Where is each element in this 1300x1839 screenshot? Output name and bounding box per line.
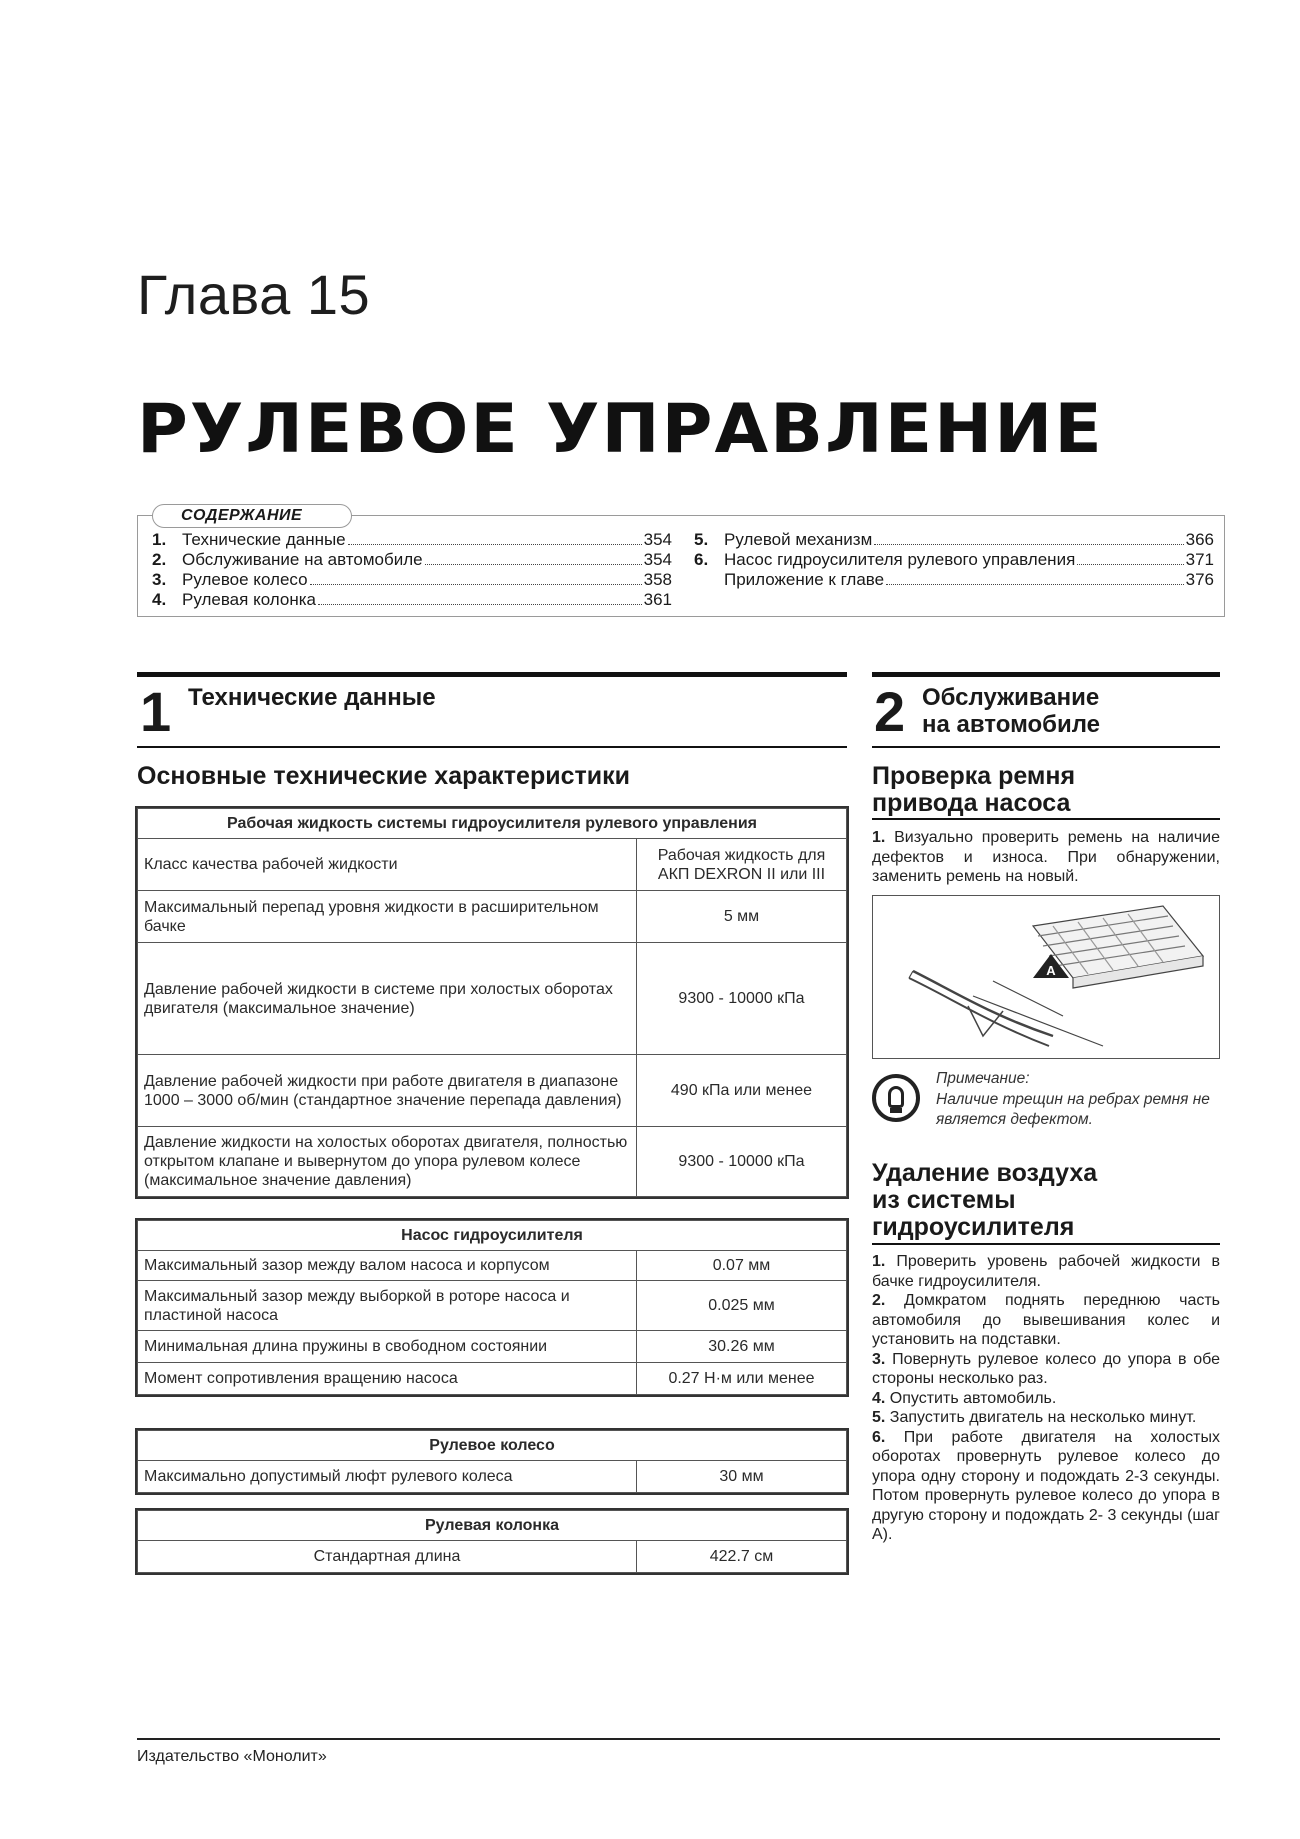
toc-leader <box>1077 564 1183 565</box>
value-cell: 30 мм <box>637 1461 847 1493</box>
toc-item-title: Рулевой механизм <box>724 530 873 549</box>
toc-leader <box>348 544 642 545</box>
value-cell: 9300 - 10000 кПа <box>637 943 847 1055</box>
table-row <box>138 839 847 891</box>
section-2-bottom-rule <box>872 746 1220 748</box>
belt-steps <box>872 828 1220 887</box>
table-row <box>138 1363 847 1395</box>
param-cell: Давление рабочей жидкости при работе двигателя в диапазоне 1000 – 3000 об/мин (стандартное значение перепада давления) <box>138 1055 637 1127</box>
toc-item[interactable] <box>152 550 672 570</box>
param-cell: Давление рабочей жидкости в системе при холостых оборотах двигателя (максимальное значение) <box>138 943 637 1055</box>
belt-heading-rule <box>872 818 1220 820</box>
toc-item-number: 1. <box>152 530 167 549</box>
toc-item-page: 354 <box>643 530 672 549</box>
param-cell: Максимальный зазор между выборкой в роторе насоса и пластиной насоса <box>138 1281 637 1331</box>
toc-item-number: 2. <box>152 550 167 569</box>
toc-item-title: Насос гидроусилителя рулевого управления <box>724 550 1076 569</box>
toc-item-title: Рулевое колесо <box>182 570 308 589</box>
section-1-title: Технические данные <box>188 684 436 711</box>
column-spec-table <box>137 1510 847 1573</box>
note-label: Примечание: <box>936 1070 1030 1087</box>
toc-item-page: 371 <box>1185 550 1214 569</box>
step-number: 3. <box>872 1350 886 1368</box>
toc-item-page: 358 <box>643 570 672 589</box>
table-row <box>138 1331 847 1363</box>
step-number: 2. <box>872 1292 886 1309</box>
toc-item-page: 366 <box>1185 530 1214 549</box>
table-row <box>138 891 847 943</box>
step-number: 1. <box>872 1253 886 1270</box>
toc-item-number: 3. <box>152 570 167 589</box>
step-number: 5. <box>872 1409 886 1426</box>
value-cell: 422.7 см <box>637 1541 847 1573</box>
step-text: Домкратом поднять переднюю часть автомобиля до вывешивания колес и установить на подставки. <box>872 1292 1221 1348</box>
toc-item[interactable] <box>152 530 672 550</box>
toc-item-number: 4. <box>152 590 167 609</box>
specs-subheading: Основные технические характеристики <box>137 762 630 790</box>
toc-right-column <box>694 530 1214 590</box>
param-cell: Максимальный перепад уровня жидкости в расширительном бачке <box>138 891 637 943</box>
toc-item[interactable] <box>152 590 672 610</box>
section-2-title <box>922 684 1100 738</box>
toc-leader <box>425 564 642 565</box>
toc-item-title: Обслуживание на автомобиле <box>182 550 423 569</box>
toc-leader <box>310 584 642 585</box>
bleed-heading-rule <box>872 1243 1220 1245</box>
table-of-contents <box>137 507 1225 617</box>
step-text: Запустить двигатель на несколько минут. <box>889 1409 1197 1426</box>
belt-heading-line1: Проверка ремня <box>872 762 1076 790</box>
value-cell: 0.07 мм <box>637 1251 847 1281</box>
value-cell: Рабочая жидкость для АКП DEXRON II или III <box>637 839 847 891</box>
table-row <box>138 1461 847 1493</box>
toc-item[interactable] <box>694 530 1214 550</box>
publisher-name: Издательство «Монолит» <box>137 1748 327 1765</box>
bleed-heading-line3: гидроусилителя <box>872 1213 1075 1241</box>
figure-marker: A <box>1046 963 1056 978</box>
bleed-heading-line1: Удаление воздуха <box>872 1159 1098 1187</box>
footer-rule <box>137 1738 1220 1740</box>
belt-drawing <box>873 896 1219 1058</box>
wheel-table-header: Рулевое колесо <box>138 1431 847 1461</box>
section-1-number: 1 <box>140 680 172 743</box>
toc-leader <box>886 584 1184 585</box>
toc-item[interactable] <box>694 550 1214 570</box>
table-row <box>138 1055 847 1127</box>
toc-item-number: 5. <box>694 530 709 549</box>
fluid-spec-table <box>137 808 847 1197</box>
toc-item-title: Рулевая колонка <box>182 590 316 609</box>
lightbulb-icon <box>872 1074 920 1122</box>
belt-illustration <box>872 895 1220 1059</box>
bleed-step <box>872 1350 1220 1389</box>
bleed-steps <box>872 1252 1220 1545</box>
toc-item-page: 354 <box>643 550 672 569</box>
table-row <box>138 943 847 1055</box>
toc-item-page: 361 <box>643 590 672 609</box>
toc-item[interactable] <box>152 570 672 590</box>
belt-heading-line2: привода насоса <box>872 789 1071 817</box>
section-1-top-rule <box>137 672 847 677</box>
bleed-heading <box>872 1160 1097 1241</box>
toc-left-column <box>152 530 672 610</box>
section-2-title-line1: Обслуживание <box>922 684 1100 711</box>
step-text: Визуально проверить ремень на наличие дефектов и износа. При обнаружении, заменить ремень на новый. <box>872 829 1220 885</box>
value-cell: 30.26 мм <box>637 1331 847 1363</box>
bleed-step <box>872 1389 1220 1409</box>
step-number: 4. <box>872 1389 886 1407</box>
param-cell: Стандартная длина <box>138 1541 637 1573</box>
bleed-heading-line2: из системы <box>872 1186 1016 1214</box>
step-number: 6. <box>872 1428 886 1446</box>
value-cell: 490 кПа или менее <box>637 1055 847 1127</box>
toc-item-title: Технические данные <box>182 530 346 549</box>
chapter-label: Глава 15 <box>137 263 371 326</box>
table-row <box>138 1251 847 1281</box>
toc-heading: СОДЕРЖАНИЕ <box>152 504 352 528</box>
section-2-title-line2: на автомобиле <box>922 711 1101 738</box>
bleed-step <box>872 1408 1220 1428</box>
toc-leader <box>874 544 1183 545</box>
belt-step-1 <box>872 828 1220 887</box>
wheel-spec-table <box>137 1430 847 1493</box>
step-text: Повернуть рулевое колесо до упора в обе стороны несколько раз. <box>872 1350 1220 1387</box>
section-2-top-rule <box>872 672 1220 677</box>
section-1-bottom-rule <box>137 746 847 748</box>
section-2-number: 2 <box>874 680 906 743</box>
param-cell: Максимальный зазор между валом насоса и корпусом <box>138 1251 637 1281</box>
param-cell: Класс качества рабочей жидкости <box>138 839 637 891</box>
table-row <box>138 1281 847 1331</box>
table-row <box>138 1541 847 1573</box>
belt-heading <box>872 763 1075 817</box>
bleed-step <box>872 1428 1220 1545</box>
value-cell: 5 мм <box>637 891 847 943</box>
toc-item-number: 6. <box>694 550 709 569</box>
table-row <box>138 1127 847 1197</box>
toc-item-page: 376 <box>1185 570 1214 589</box>
pump-table-header: Насос гидроусилителя <box>138 1221 847 1251</box>
param-cell: Максимально допустимый люфт рулевого колеса <box>138 1461 637 1493</box>
toc-leader <box>318 604 642 605</box>
pump-spec-table <box>137 1220 847 1395</box>
step-text: Проверить уровень рабочей жидкости в бачке гидроусилителя. <box>872 1253 1220 1290</box>
value-cell: 0.27 Н·м или менее <box>637 1363 847 1395</box>
fluid-table-header: Рабочая жидкость системы гидроусилителя рулевого управления <box>138 809 847 839</box>
bleed-step <box>872 1252 1220 1291</box>
value-cell: 0.025 мм <box>637 1281 847 1331</box>
param-cell: Момент сопротивления вращению насоса <box>138 1363 637 1395</box>
toc-item[interactable] <box>694 570 1214 590</box>
chapter-title: РУЛЕВОЕ УПРАВЛЕНИЕ <box>137 390 1104 469</box>
column-table-header: Рулевая колонка <box>138 1511 847 1541</box>
param-cell: Давление жидкости на холостых оборотах двигателя, полностью открытом клапане и вывернутом до упора рулевом колесе (максимальное значение давления) <box>138 1127 637 1197</box>
value-cell: 9300 - 10000 кПа <box>637 1127 847 1197</box>
step-text: Опустить автомобиль. <box>889 1389 1057 1407</box>
step-text: При работе двигателя на холостых оборотах провернуть рулевое колесо до упора одну сторону и подождать 2-3 секунды. Потом провернуть рулевое колесо до упора в другую сторону и подождать 2- 3 секунды (шаг А). <box>872 1428 1220 1543</box>
step-number: 1. <box>872 829 886 846</box>
param-cell: Минимальная длина пружины в свободном состоянии <box>138 1331 637 1363</box>
bleed-step <box>872 1291 1220 1350</box>
toc-item-title: Приложение к главе <box>724 570 885 589</box>
note-text: Наличие трещин на ребрах ремня не является дефектом. <box>936 1091 1210 1128</box>
